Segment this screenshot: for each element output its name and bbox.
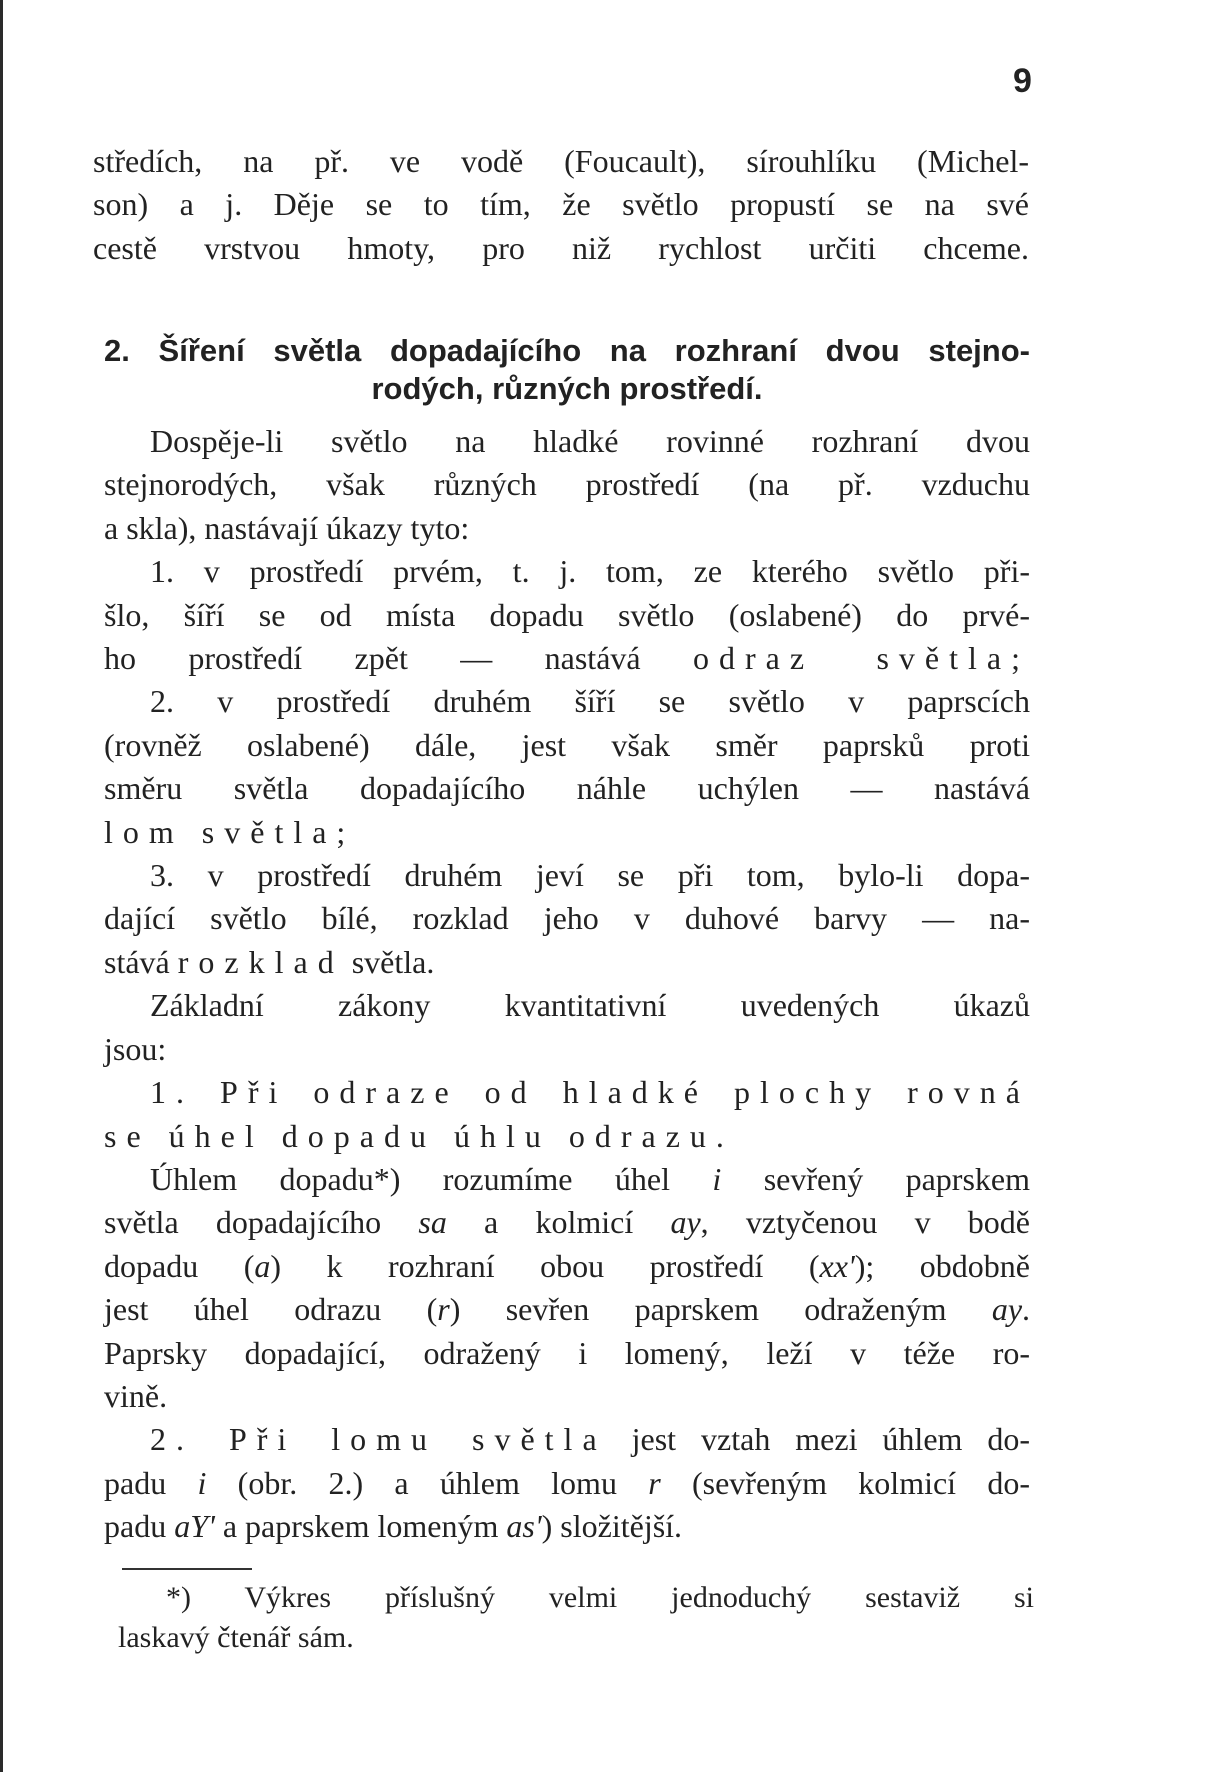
laws-line-2: jsou: <box>104 1030 167 1067</box>
angle-line-3-var: a <box>254 1247 271 1284</box>
law2-line-2-r: r <box>648 1464 661 1501</box>
angle-line-1-a: Úhlem dopadu*) rozumíme úhel <box>150 1160 670 1197</box>
law2-line-2-i: i <box>197 1464 207 1501</box>
angle-line-1-i: i <box>712 1160 722 1197</box>
intro-line-2: son) a j. Děje se to tím, že světlo propustí se na své <box>93 186 1029 223</box>
law2-line-3-aY: aY' <box>174 1508 215 1545</box>
item1-line-3-spaced: odraz světla; <box>693 640 1031 677</box>
law2-line-3-a: padu <box>104 1508 167 1545</box>
item1-line-3-prefix: ho prostředí zpět — nastává <box>104 640 641 677</box>
p1-line-1: Dospěje-li světlo na hladké rovinné rozhraní dvou <box>150 423 1030 459</box>
item3-line-2: dající světlo bílé, rozklad jeho v duhové barvy — na- <box>104 900 1030 937</box>
section-heading-line-1: 2. Šíření světla dopadajícího na rozhraní dvou stejno- <box>104 333 1030 368</box>
angle-line-1 <box>104 1158 1030 1201</box>
intro-line-3: cestě vrstvou hmoty, pro niž rychlost určiti chceme. <box>93 229 1029 266</box>
angle-line-4 <box>104 1288 1030 1331</box>
angle-line-4-c: . <box>1022 1291 1031 1328</box>
angle-line-4-ay: ay <box>991 1291 1023 1328</box>
law1-line-1: 1. Při odraze od hladké plochy rovná <box>150 1074 1030 1111</box>
law2-line-3-c: ) složitější. <box>541 1508 683 1545</box>
law2-line-3-b: a paprskem lomeným <box>222 1508 499 1545</box>
angle-line-2-ay: ay <box>670 1204 701 1241</box>
item3-line-1: 3. v prostředí druhém jeví se při tom, bylo-li dopa- <box>150 857 1030 894</box>
angle-line-6: vině. <box>104 1377 168 1414</box>
item1-line-3 <box>104 637 1030 680</box>
item3-line-3-suffix: světla. <box>351 943 435 980</box>
intro-paragraph <box>93 140 1029 270</box>
p1-line-3: a skla), nastávají úkazy tyto: <box>104 509 470 546</box>
law2-line-2-a: padu <box>104 1464 167 1501</box>
angle-line-3 <box>104 1245 1030 1288</box>
angle-line-3-xx: xx' <box>819 1247 855 1284</box>
angle-line-5: Paprsky dopadající, odražený i lomený, leží v téže ro- <box>104 1334 1030 1371</box>
law2-line-2 <box>104 1462 1030 1505</box>
footnote <box>118 1578 1034 1658</box>
angle-line-4-b: ) sevřen paprskem odraženým <box>449 1291 947 1328</box>
law2-line-1-spaced: 2. Při lomu světla <box>150 1421 607 1458</box>
law2-line-1 <box>104 1418 1030 1461</box>
angle-line-2 <box>104 1201 1030 1244</box>
angle-line-3-c: ); obdobně <box>854 1247 1031 1284</box>
angle-line-2-sa: sa <box>418 1204 447 1241</box>
footnote-rule <box>122 1568 252 1570</box>
item1-line-2: šlo, šíří se od místa dopadu světlo (oslabené) do prvé- <box>104 596 1030 633</box>
section-heading <box>104 332 1030 408</box>
item1-line-1: 1. v prostředí prvém, t. j. tom, ze kterého světlo při- <box>150 553 1030 590</box>
angle-line-4-a: jest úhel odrazu ( <box>104 1291 438 1328</box>
item2-line-3: směru světla dopadajícího náhle uchýlen — nastává <box>104 770 1030 807</box>
footnote-line-1: *) Výkres příslušný velmi jednoduchý sestaviž si <box>166 1581 1034 1614</box>
page-edge <box>0 0 3 1772</box>
angle-line-2-c: , vztyčenou v bodě <box>700 1204 1030 1241</box>
body-text <box>104 420 1030 1549</box>
footnote-line-2: laskavý čtenář sám. <box>118 1621 354 1654</box>
law2-line-2-b: (obr. 2.) a úhlem lomu <box>237 1464 617 1501</box>
section-heading-line-2: rodých, různých prostředí. <box>371 371 763 406</box>
p1-line-2: stejnorodých, však různých prostředí (na př. vzduchu <box>104 466 1030 503</box>
law2-line-2-c: (sevřeným kolmicí do- <box>691 1464 1031 1501</box>
angle-line-2-a: světla dopadajícího <box>104 1204 382 1241</box>
item3-line-3-spaced: rozklad <box>177 943 344 980</box>
laws-line-1: Základní zákony kvantitativní uvedených úkazů <box>150 987 1030 1024</box>
angle-line-1-b: sevřený paprskem <box>763 1160 1031 1197</box>
law2-line-1-rest: jest vztah mezi úhlem do- <box>631 1421 1031 1458</box>
item2-line-4: lom světla; <box>104 813 356 850</box>
angle-line-4-r: r <box>437 1291 450 1328</box>
angle-line-2-b: a kolmicí <box>484 1204 634 1241</box>
page-number: 9 <box>1013 62 1032 100</box>
item3-line-3-prefix: stává <box>104 943 170 980</box>
law1-line-2: se úhel dopadu úhlu odrazu. <box>104 1117 734 1154</box>
item2-line-1: 2. v prostředí druhém šíří se světlo v paprscích <box>150 683 1030 720</box>
intro-line-1: středích, na př. ve vodě (Foucault), sírouhlíku (Michel- <box>93 143 1029 179</box>
law2-line-3 <box>104 1505 1030 1548</box>
item3-line-3 <box>104 941 1030 984</box>
law2-line-3-as: as' <box>506 1508 542 1545</box>
angle-line-3-b: ) k rozhraní obou prostředí ( <box>270 1247 820 1284</box>
item2-line-2: (rovněž oslabené) dále, jest však směr paprsků proti <box>104 726 1030 763</box>
angle-line-3-a: dopadu ( <box>104 1247 255 1284</box>
